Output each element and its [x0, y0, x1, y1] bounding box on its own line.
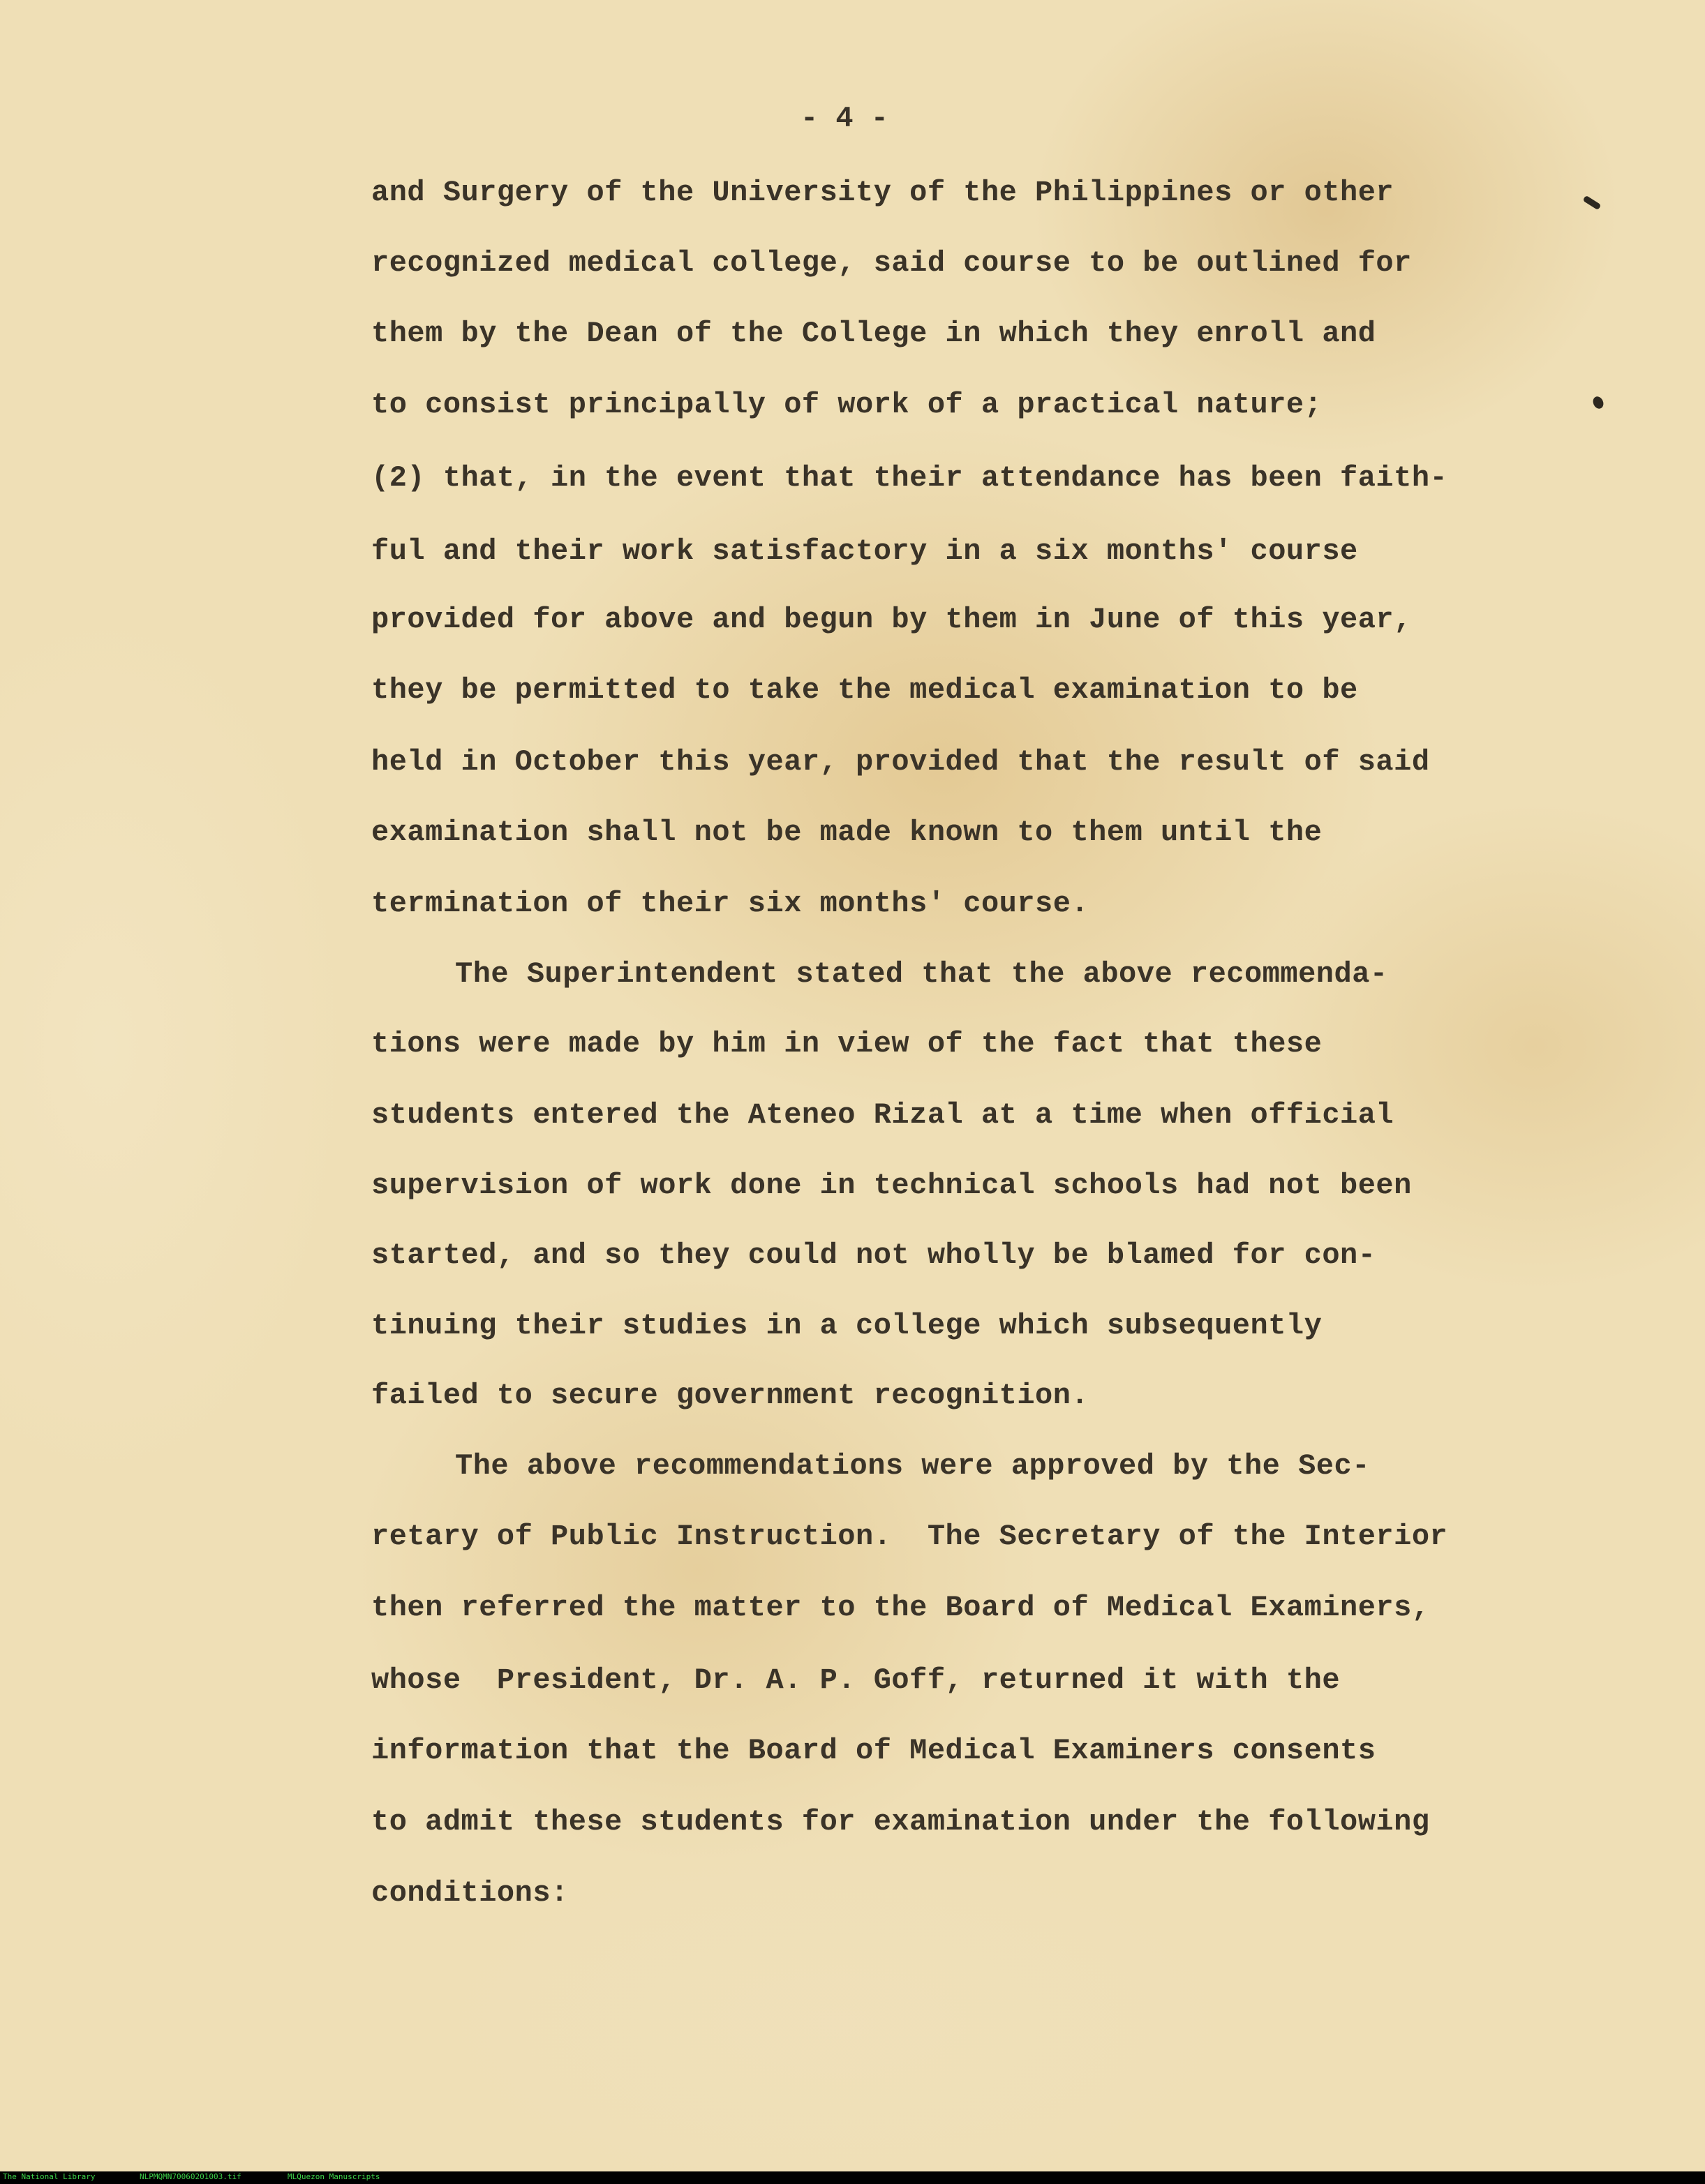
- text-line: started, and so they could not wholly be blamed for con-: [371, 1239, 1376, 1272]
- text-line: conditions:: [371, 1876, 569, 1910]
- text-line: termination of their six months' course.: [371, 887, 1089, 920]
- text-line: tinuing their studies in a college which subsequently: [371, 1309, 1323, 1342]
- text-line: failed to secure government recognition.: [371, 1379, 1089, 1412]
- text-line: provided for above and begun by them in June of this year,: [371, 603, 1412, 636]
- text-line: to admit these students for examination under the following: [371, 1805, 1430, 1839]
- text-line: held in October this year, provided that the result of said: [371, 745, 1430, 779]
- text-line: The above recommendations were approved by the Sec-: [455, 1449, 1370, 1483]
- text-line: tions were made by him in view of the fact that these: [371, 1027, 1323, 1061]
- footer-collection: MLQuezon Manuscripts: [288, 2172, 380, 2181]
- text-line: supervision of work done in technical schools had not been: [371, 1169, 1412, 1202]
- footer-bar: [0, 2171, 1705, 2184]
- text-line: retary of Public Instruction. The Secretary of the Interior: [371, 1520, 1448, 1553]
- text-line: then referred the matter to the Board of Medical Examiners,: [371, 1591, 1430, 1624]
- text-line: whose President, Dr. A. P. Goff, returned it with the: [371, 1663, 1341, 1697]
- ink-mark: [1591, 395, 1605, 410]
- text-line: they be permitted to take the medical examination to be: [371, 673, 1358, 707]
- text-line: ful and their work satisfactory in a six months' course: [371, 534, 1358, 568]
- footer-library: The National Library: [3, 2172, 96, 2181]
- text-line: (2) that, in the event that their attendance has been faith-: [371, 461, 1448, 495]
- ink-mark: [1583, 195, 1602, 210]
- text-line: them by the Dean of the College in which they enroll and: [371, 317, 1376, 350]
- text-line: examination shall not be made known to them until the: [371, 816, 1323, 849]
- footer-file-id: NLPMQMN70060201003.tif: [140, 2172, 241, 2181]
- text-line: The Superintendent stated that the above recommenda-: [455, 957, 1388, 991]
- text-line: to consist principally of work of a practical nature;: [371, 388, 1323, 421]
- text-line: information that the Board of Medical Examiners consents: [371, 1734, 1376, 1767]
- text-line: students entered the Ateneo Rizal at a time when official: [371, 1098, 1394, 1132]
- text-line: recognized medical college, said course to be outlined for: [371, 246, 1412, 280]
- page-number: - 4 -: [800, 102, 889, 135]
- text-line: and Surgery of the University of the Philippines or other: [371, 176, 1394, 209]
